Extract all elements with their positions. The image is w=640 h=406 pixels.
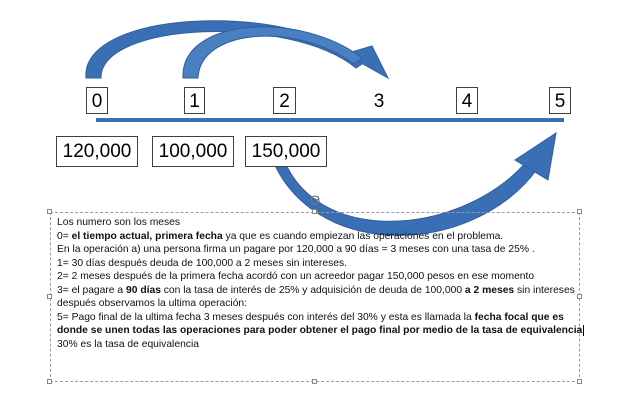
text-line: 0= el tiempo actual, primera fecha ya que es cuando empiezan las operaciones en el problema. — [57, 230, 504, 242]
rotate-handle-icon[interactable] — [309, 194, 321, 206]
month-box-3: 3 — [368, 87, 390, 114]
resize-handle-tl[interactable] — [47, 209, 52, 214]
month-box-0: 0 — [86, 87, 108, 114]
text-line: 2= 2 meses después de la primera fecha acordó con un acreedor pagar 150,000 pesos en ese momento — [57, 271, 535, 282]
text-line: Los numero son los meses — [57, 217, 181, 228]
month-box-4: 4 — [456, 87, 478, 114]
amount-box-120000: 120,000 — [56, 136, 138, 167]
timeline-bar — [96, 118, 564, 122]
month-box-1: 1 — [184, 87, 205, 114]
amount-box-100000: 100,000 — [152, 136, 234, 167]
resize-handle-bl[interactable] — [47, 379, 52, 384]
arrow-1-to-3 — [183, 27, 362, 78]
text-line: después observamos la ultima operación: — [57, 298, 248, 309]
text-line: En la operación a) una persona firma un pagare por 120,000 a 90 días = 3 meses con una tasa de 25% . — [57, 244, 535, 255]
resize-handle-br[interactable] — [577, 379, 582, 384]
text-line: 1= 30 días después deuda de 100,000 a 2 meses sin intereses. — [57, 257, 347, 269]
resize-handle-tc[interactable] — [312, 209, 317, 214]
explanation-text[interactable] — [57, 216, 583, 351]
amount-box-150000: 150,000 — [245, 136, 327, 167]
resize-handle-mr[interactable] — [577, 294, 582, 299]
text-line: 5= Pago final de la ultima fecha 3 meses después con interés del 30% y esta es llamada la fecha focal que es — [57, 311, 564, 323]
month-box-5: 5 — [549, 87, 571, 114]
month-box-2: 2 — [273, 87, 296, 114]
arrow-0-to-3 — [86, 21, 365, 78]
resize-handle-tr[interactable] — [577, 209, 582, 214]
text-line: 30% es la tasa de equivalencia — [57, 338, 199, 350]
resize-handle-bc[interactable] — [312, 379, 317, 384]
text-line: donde se unen todas las operaciones para poder obtener el pago final por medio de la tasa de equivalencia — [57, 325, 583, 336]
resize-handle-ml[interactable] — [47, 294, 52, 299]
text-line: 3= el pagare a 90 días con la tasa de interés de 25% y adquisición de deuda de 100,000 a 2 meses sin intereses — [57, 284, 575, 296]
